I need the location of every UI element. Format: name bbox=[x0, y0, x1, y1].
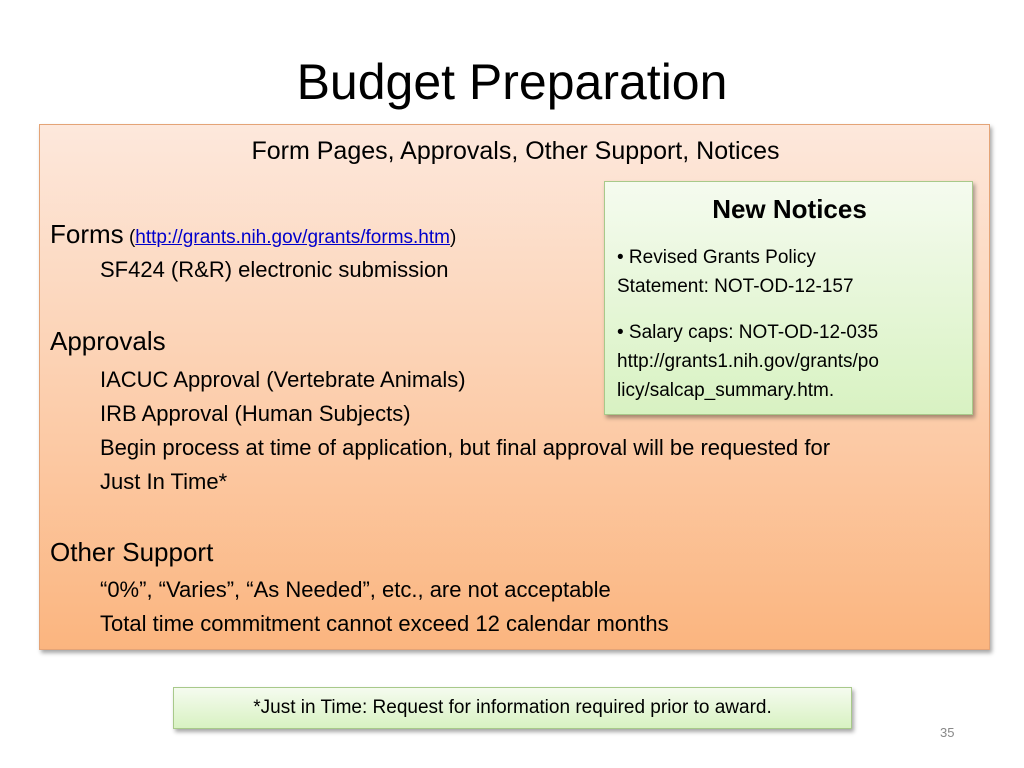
forms-heading-label: Forms bbox=[50, 219, 124, 249]
forms-paren-open: ( bbox=[123, 227, 136, 248]
notice-line: • Salary caps: NOT-OD-12-035 bbox=[617, 322, 879, 343]
forms-heading bbox=[50, 218, 456, 254]
approvals-item: Just In Time* bbox=[100, 469, 228, 494]
approvals-item: IACUC Approval (Vertebrate Animals) bbox=[100, 367, 466, 392]
new-notices-panel bbox=[604, 181, 973, 415]
other-support-item: “0%”, “Varies”, “As Needed”, etc., are not acceptable bbox=[100, 577, 611, 602]
forms-item: SF424 (R&R) electronic submission bbox=[100, 257, 449, 282]
panel-subtitle: Form Pages, Approvals, Other Support, Notices bbox=[251, 137, 780, 165]
notice-item bbox=[617, 243, 967, 301]
notices-title: New Notices bbox=[712, 194, 867, 224]
approvals-item: IRB Approval (Human Subjects) bbox=[100, 401, 411, 426]
notice-line: • Revised Grants Policy bbox=[617, 247, 816, 268]
forms-link[interactable]: http://grants.nih.gov/grants/forms.htm bbox=[135, 227, 450, 248]
notice-line: http://grants1.nih.gov/grants/po bbox=[617, 351, 879, 372]
notice-item bbox=[617, 318, 967, 405]
other-support-heading: Other Support bbox=[50, 537, 214, 567]
forms-paren-close: ) bbox=[449, 227, 457, 248]
slide-title: Budget Preparation bbox=[296, 54, 728, 110]
footnote: *Just in Time: Request for information required prior to award. bbox=[173, 687, 852, 729]
page-number: 35 bbox=[940, 725, 955, 740]
approvals-heading: Approvals bbox=[50, 326, 166, 356]
notice-line: Statement: NOT-OD-12-157 bbox=[617, 276, 854, 297]
notice-line: licy/salcap_summary.htm. bbox=[617, 380, 835, 401]
approvals-item: Begin process at time of application, but final approval will be requested for bbox=[100, 435, 831, 460]
other-support-item: Total time commitment cannot exceed 12 calendar months bbox=[100, 611, 669, 636]
